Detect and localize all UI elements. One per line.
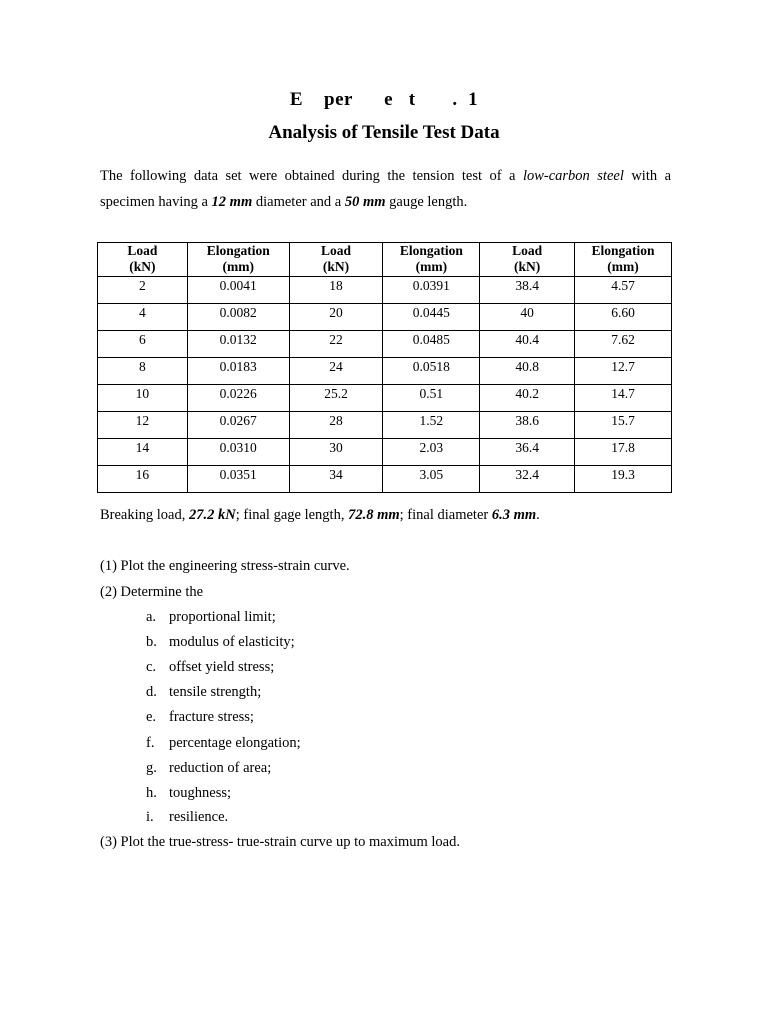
list-item xyxy=(146,733,301,753)
table-row xyxy=(98,331,672,358)
table-cell: 20 xyxy=(289,304,383,331)
table-cell: 0.0132 xyxy=(187,331,289,358)
intro-text-3: diameter and a xyxy=(252,194,345,210)
table-row xyxy=(98,439,672,466)
table-cell: 17.8 xyxy=(575,439,672,466)
table-cell: 1.52 xyxy=(383,412,480,439)
header-elongation: Elongation (mm) xyxy=(575,243,672,277)
table-cell: 0.0485 xyxy=(383,331,480,358)
list-marker: a. xyxy=(146,609,157,625)
list-item-text: reduction of area; xyxy=(169,760,272,776)
question-1: (1) Plot the engineering stress-strain curve. xyxy=(100,558,350,574)
table-cell: 3.05 xyxy=(383,466,480,493)
breaking-text: Breaking load, xyxy=(100,507,189,523)
table-cell: 0.0518 xyxy=(383,358,480,385)
table-row xyxy=(98,304,672,331)
table-cell: 12 xyxy=(98,412,188,439)
specimen-diameter: 12 mm xyxy=(211,194,253,210)
list-item-text: toughness; xyxy=(169,785,232,801)
list-item-text: modulus of elasticity; xyxy=(169,634,295,650)
list-marker: h. xyxy=(146,785,157,801)
table-cell: 16 xyxy=(98,466,188,493)
table-cell: 25.2 xyxy=(289,385,383,412)
table-cell: 8 xyxy=(98,358,188,385)
list-item xyxy=(146,632,295,652)
table-cell: 6 xyxy=(98,331,188,358)
list-item xyxy=(146,607,276,627)
intro-paragraph xyxy=(100,163,671,215)
table-cell: 22 xyxy=(289,331,383,358)
tensile-data-table xyxy=(97,242,672,493)
list-marker: g. xyxy=(146,760,157,776)
list-marker: d. xyxy=(146,684,157,700)
table-cell: 18 xyxy=(289,277,383,304)
list-item-text: fracture stress; xyxy=(169,709,254,725)
breaking-text: . xyxy=(536,507,540,523)
intro-text-4: gauge length. xyxy=(385,194,468,210)
table-cell: 6.60 xyxy=(575,304,672,331)
table-cell: 10 xyxy=(98,385,188,412)
header-load: Load (kN) xyxy=(98,243,188,277)
list-item xyxy=(146,707,254,727)
list-marker: e. xyxy=(146,709,157,725)
list-item-text: tensile strength; xyxy=(169,684,262,700)
table-cell: 15.7 xyxy=(575,412,672,439)
table-cell: 0.0082 xyxy=(187,304,289,331)
table-cell: 0.0391 xyxy=(383,277,480,304)
table-cell: 40.4 xyxy=(480,331,575,358)
table-cell: 40 xyxy=(480,304,575,331)
header-load: Load (kN) xyxy=(480,243,575,277)
table-cell: 38.4 xyxy=(480,277,575,304)
list-marker: b. xyxy=(146,634,157,650)
table-cell: 32.4 xyxy=(480,466,575,493)
list-item xyxy=(146,783,231,803)
table-cell: 2 xyxy=(98,277,188,304)
table-cell: 0.0310 xyxy=(187,439,289,466)
list-marker: f. xyxy=(146,735,155,751)
table-cell: 4 xyxy=(98,304,188,331)
table-cell: 14.7 xyxy=(575,385,672,412)
list-item-text: resilience. xyxy=(169,809,229,825)
breaking-text: ; final gage length, xyxy=(235,507,349,523)
table-cell: 2.03 xyxy=(383,439,480,466)
list-marker: c. xyxy=(146,659,157,675)
table-cell: 30 xyxy=(289,439,383,466)
table-cell: 4.57 xyxy=(575,277,672,304)
final-diameter: 6.3 mm xyxy=(491,507,537,523)
breaking-load: 27.2 kN xyxy=(189,507,236,523)
material-name: low-carbon steel xyxy=(522,168,624,184)
table-cell: 12.7 xyxy=(575,358,672,385)
question-2: (2) Determine the xyxy=(100,584,204,600)
table-row xyxy=(98,385,672,412)
table-header-row xyxy=(98,243,672,277)
experiment-title: E per e t . 1 xyxy=(289,89,479,110)
table-cell: 0.0351 xyxy=(187,466,289,493)
list-item xyxy=(146,682,261,702)
table-cell: 40.8 xyxy=(480,358,575,385)
table-cell: 0.0183 xyxy=(187,358,289,385)
table-cell: 36.4 xyxy=(480,439,575,466)
list-item xyxy=(146,758,271,778)
header-load: Load (kN) xyxy=(289,243,383,277)
list-item-text: proportional limit; xyxy=(169,609,276,625)
table-cell: 0.51 xyxy=(383,385,480,412)
list-item-text: percentage elongation; xyxy=(169,735,301,751)
table-cell: 40.2 xyxy=(480,385,575,412)
breaking-text: ; final diameter xyxy=(399,507,492,523)
table-cell: 0.0226 xyxy=(187,385,289,412)
table-cell: 28 xyxy=(289,412,383,439)
intro-text-1: The following data set were obtained during the tension test of a xyxy=(100,168,523,184)
list-item xyxy=(146,657,274,677)
table-row xyxy=(98,277,672,304)
list-marker: i. xyxy=(146,809,154,825)
table-row xyxy=(98,358,672,385)
list-item xyxy=(146,807,228,827)
question-3: (3) Plot the true-stress- true-strain curve up to maximum load. xyxy=(100,834,460,850)
header-elongation: Elongation (mm) xyxy=(383,243,480,277)
document-title: Analysis of Tensile Test Data xyxy=(268,122,500,143)
table-row xyxy=(98,412,672,439)
table-cell: 19.3 xyxy=(575,466,672,493)
table-cell: 7.62 xyxy=(575,331,672,358)
table-cell: 24 xyxy=(289,358,383,385)
table-cell: 0.0445 xyxy=(383,304,480,331)
table-cell: 0.0267 xyxy=(187,412,289,439)
intro-text-2: with a specimen having a xyxy=(100,168,671,210)
table-cell: 38.6 xyxy=(480,412,575,439)
gauge-length: 50 mm xyxy=(344,194,386,210)
breaking-data-line xyxy=(100,505,700,525)
final-gage-length: 72.8 mm xyxy=(348,507,400,523)
table-row xyxy=(98,466,672,493)
table-cell: 34 xyxy=(289,466,383,493)
table-cell: 0.0041 xyxy=(187,277,289,304)
list-item-text: offset yield stress; xyxy=(169,659,275,675)
header-elongation: Elongation (mm) xyxy=(187,243,289,277)
table-cell: 14 xyxy=(98,439,188,466)
